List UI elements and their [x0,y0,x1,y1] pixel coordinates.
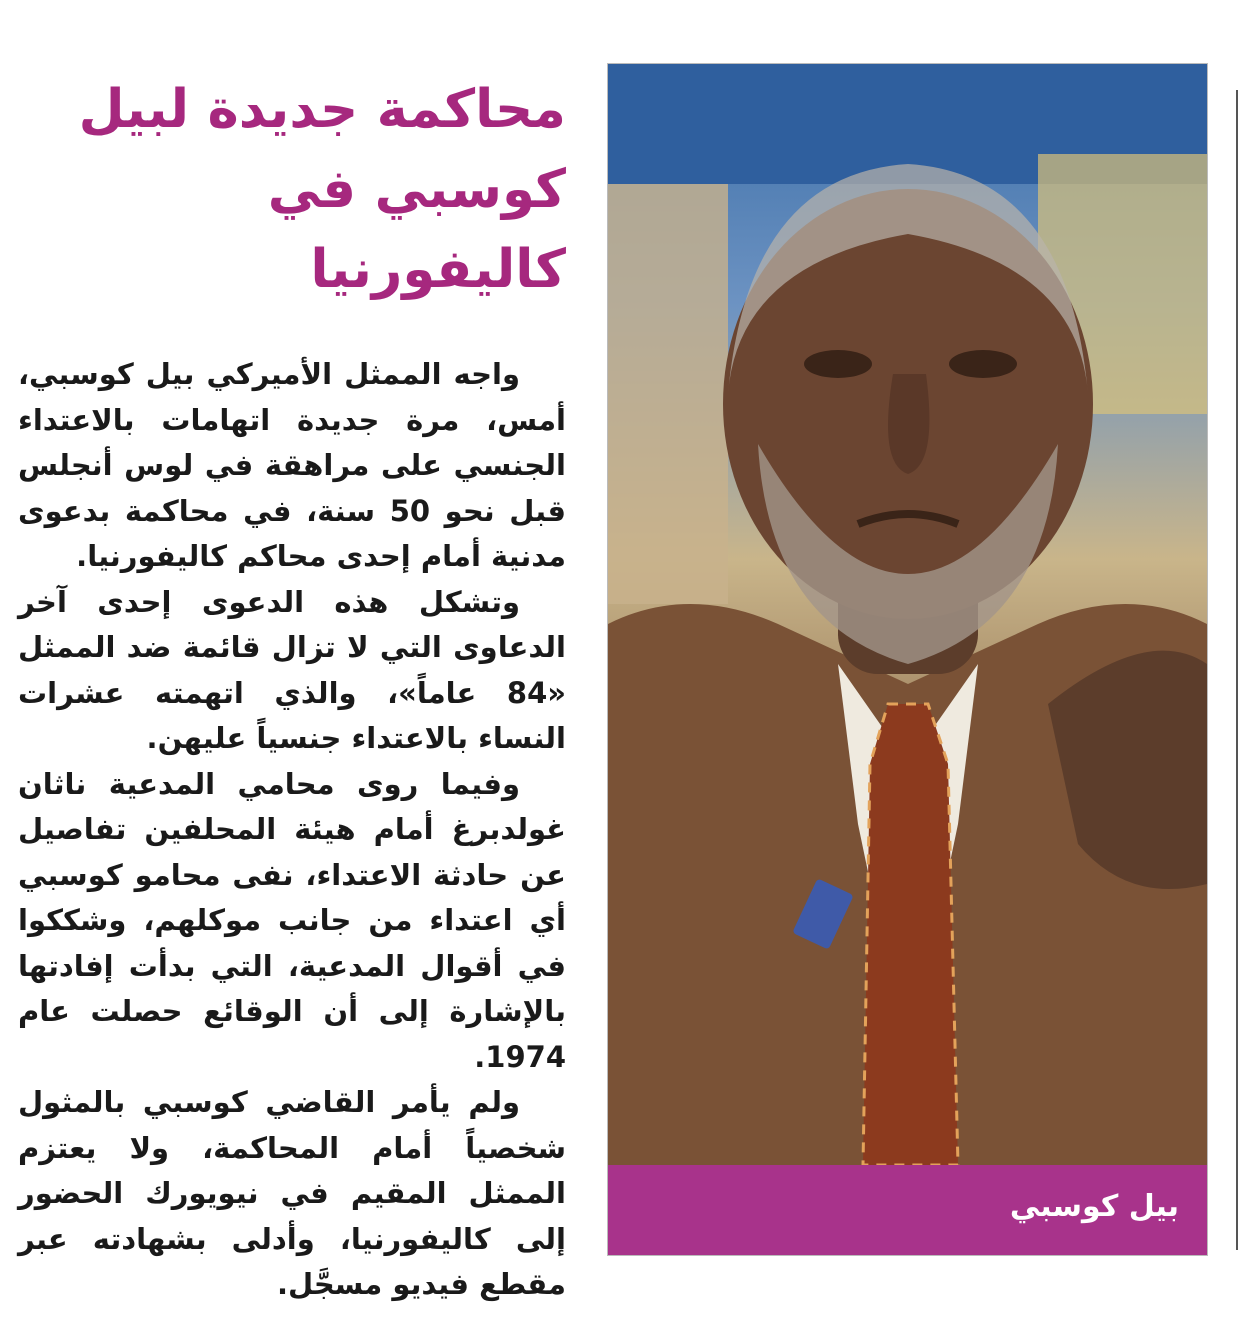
photo-frame [607,63,1208,1256]
paragraph-1: واجه الممثل الأميركي بيل كوسبي، أمس، مرة جديدة اتهامات بالاعتداء الجنسي على مراهقة في لوس أنجلس قبل نحو 50 سنة، في محاكمة بدعوى مدنية أمام إحدى محاكم كاليفورنيا. [18,357,566,573]
photo-caption: بيل كوسبي [1009,1189,1179,1224]
photo-caption-bar [608,1165,1207,1255]
headline: محاكمة جديدة لبيل كوسبي في كاليفورنيا [78,79,566,300]
article-text-column [18,70,566,1308]
portrait-illustration [608,64,1207,1165]
portrait-photo [608,64,1207,1165]
paragraph-3: وفيما روى محامي المدعية ناثان غولدبرغ أمام هيئة المحلفين تفاصيل عن حادثة الاعتداء، نفى محامو كوسبي أي اعتداء من جانب موكلهم، وشككوا في أقوال المدعية، التي بدأت إفادتها بالإشارة إلى أن الوقائع حصلت عام 1974. [18,766,566,1074]
article-body [18,352,566,1308]
paragraph-2: وتشكل هذه الدعوى إحدى آخر الدعاوى التي لا تزال قائمة ضد الممثل «84 عاماً»، والذي اتهمته عشرات النساء بالاعتداء جنسياً عليهن. [18,584,566,755]
paragraph-4: ولم يأمر القاضي كوسبي بالمثول شخصياً أمام المحاكمة، ولا يعتزم الممثل المقيم في نيويورك الحضور إلى كاليفورنيا، وأدلى بشهادته عبر مقطع فيديو مسجَّل. [18,1085,566,1301]
